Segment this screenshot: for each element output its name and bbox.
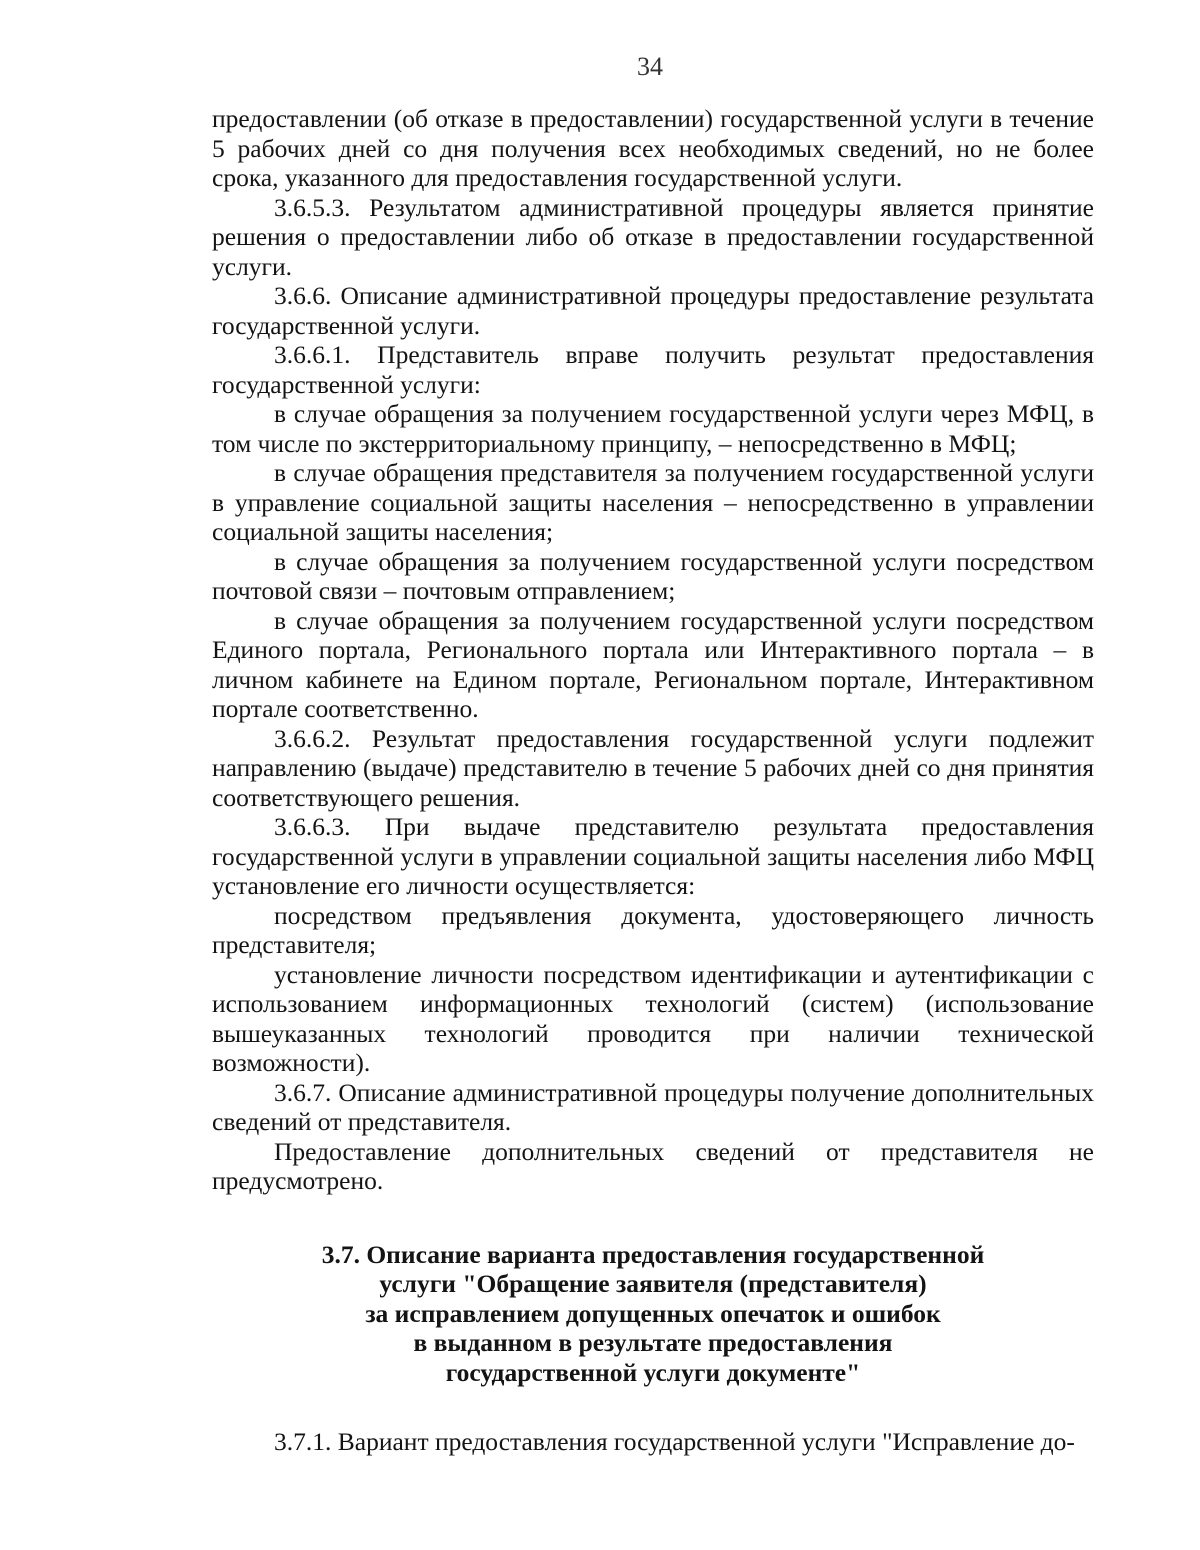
heading-line: услуги "Обращение заявителя (представителя) [379, 1269, 927, 1298]
list-item-mfc: в случае обращения за получением государственной услуги через МФЦ, в том числе по экстерриториальному принципу, – непосредственно в МФЦ; [212, 399, 1094, 458]
list-item-portal: в случае обращения за получением государственной услуги посредством Единого портала, Регионального портала или Интерактивного портала – в личном кабинете на Едином портале, Региональном портале, Интерактивном портале соответственно. [212, 605, 1094, 723]
section-heading-3-7 [212, 1240, 1094, 1388]
list-item-social-protection: в случае обращения представителя за получением государственной услуги в управление социальной защиты населения – непосредственно в управлении социальной защиты населения; [212, 458, 1094, 546]
heading-line: в выданном в результате предоставления [413, 1328, 893, 1357]
paragraph-not-provided: Предоставление дополнительных сведений от представителя не предусмотрено. [212, 1136, 1094, 1195]
list-item-identification: установление личности посредством идентификации и аутентификации с использованием информационных технологий (систем) (использование вышеуказанных технологий проводится при наличии технической возможности). [212, 959, 1094, 1077]
paragraph-3-6-5-3: 3.6.5.3. Результатом административной процедуры является принятие решения о предоставлении либо об отказе в предоставлении государственной услуги. [212, 192, 1094, 281]
heading-line: 3.7. Описание варианта предоставления государственной [321, 1239, 985, 1269]
paragraph-3-6-7: 3.6.7. Описание административной процедуры получение дополнительных сведений от представителя. [212, 1077, 1094, 1136]
paragraph-3-6-6-3: 3.6.6.3. При выдаче представителю результата предоставления государственной услуги в управлении социальной защиты населения либо МФЦ установление его личности осуществляется: [212, 812, 1094, 900]
paragraph-3-6-6-2: 3.6.6.2. Результат предоставления государственной услуги подлежит направлению (выдаче) представителю в течение 5 рабочих дней со дня принятия соответствующего решения. [212, 723, 1094, 812]
heading-line: государственной услуги документе" [445, 1357, 861, 1387]
document-body [212, 104, 1094, 1457]
list-item-document: посредством предъявления документа, удостоверяющего личность представителя; [212, 900, 1094, 959]
paragraph-continuation: предоставлении (об отказе в предоставлении) государственной услуги в течение 5 рабочих дней со дня получения всех необходимых сведений, но не более срока, указанного для предоставления государственной услуги. [212, 104, 1094, 192]
paragraph-3-7-1: 3.7.1. Вариант предоставления государственной услуги "Исправление до- [274, 1427, 1075, 1456]
paragraph-3-6-6-1: 3.6.6.1. Представитель вправе получить результат предоставления государственной услуги: [212, 340, 1094, 399]
paragraph-3-6-6: 3.6.6. Описание административной процедуры предоставление результата государственной услуги. [212, 281, 1094, 340]
heading-line: за исправлением допущенных опечаток и ошибок [365, 1298, 941, 1328]
list-item-postal: в случае обращения за получением государственной услуги посредством почтовой связи – почтовым отправлением; [212, 546, 1094, 605]
page-number: 34 [637, 52, 663, 81]
